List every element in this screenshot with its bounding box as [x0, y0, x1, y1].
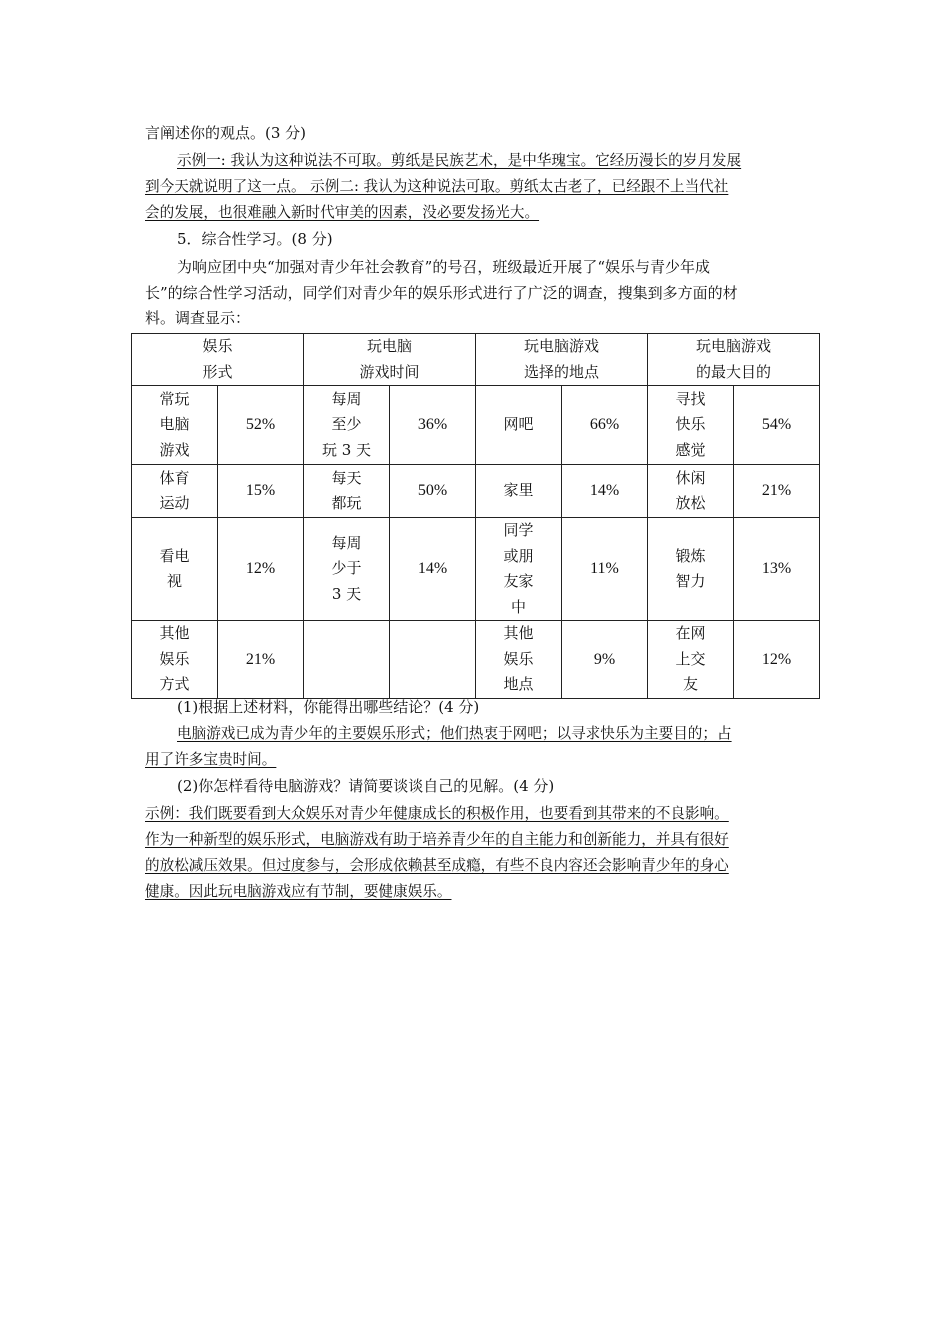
question-5-para-3: 料。调查显示： — [145, 309, 251, 327]
header-gaming-time — [304, 334, 476, 386]
table-row — [132, 518, 820, 621]
table-row — [132, 465, 820, 518]
row-1-time-percent: 36% — [390, 386, 476, 465]
sub-answer-2-line-3: 的放松减压效果。但过度参与，会形成依赖甚至成瘾，有些不良内容还会影响青少年的身心 — [145, 857, 729, 874]
header-line: 游戏时间 — [359, 362, 420, 381]
row-3-time-label — [304, 518, 390, 621]
label-line: 快乐 — [675, 415, 706, 434]
label-line: 方式 — [159, 675, 190, 694]
row-3-purpose-percent: 13% — [734, 518, 820, 621]
row-1-form-percent: 52% — [218, 386, 304, 465]
row-4-purpose-label — [648, 621, 734, 699]
row-2-location-label — [476, 465, 562, 518]
row-4-time-label-empty — [304, 621, 390, 699]
question-5-title: 5．综合性学习。(8 分) — [177, 230, 333, 248]
sub-answer-2-line-1: 示例：我们既要看到大众娱乐对青少年健康成长的积极作用，也要看到其带来的不良影响。 — [145, 805, 729, 822]
label-line: 或朋 — [503, 546, 534, 565]
label-line: 同学 — [503, 521, 534, 539]
label-line: 每周 — [331, 389, 362, 408]
header-gaming-purpose — [648, 334, 820, 386]
row-3-form-percent: 12% — [218, 518, 304, 621]
row-3-purpose-label — [648, 518, 734, 621]
row-3-location-label — [476, 518, 562, 621]
row-1-purpose-percent: 54% — [734, 386, 820, 465]
label-line: 地点 — [503, 675, 534, 694]
header-gaming-location — [476, 334, 648, 386]
answer-4-line-1: 示例一: 我认为这种说法不可取。剪纸是民族艺术，是中华瑰宝。它经历漫长的岁月发展 — [177, 152, 742, 169]
row-2-time-label — [304, 465, 390, 518]
header-entertainment-form — [132, 334, 304, 386]
label-line: 玩 3 天 — [321, 440, 372, 459]
row-2-form-label — [132, 465, 218, 518]
row-4-purpose-percent: 12% — [734, 621, 820, 699]
label-line: 在网 — [675, 624, 706, 643]
label-line: 其他 — [503, 624, 534, 643]
row-4-location-percent: 9% — [562, 621, 648, 699]
row-1-purpose-label — [648, 386, 734, 465]
header-line: 娱乐 — [202, 337, 233, 355]
label-line: 网吧 — [503, 415, 534, 434]
label-line: 家里 — [503, 481, 534, 500]
label-line: 中 — [510, 597, 526, 616]
label-line: 智力 — [675, 572, 706, 590]
label-line: 常玩 — [159, 389, 190, 408]
label-line: 至少 — [331, 415, 362, 434]
header-line: 的最大目的 — [695, 362, 771, 381]
label-line: 其他 — [159, 624, 190, 643]
row-4-form-label — [132, 621, 218, 699]
label-line: 娱乐 — [159, 649, 190, 668]
question-5-para-2: 长”的综合性学习活动，同学们对青少年的娱乐形式进行了广泛的调查，搜集到多方面的材 — [145, 284, 738, 302]
sub-answer-1-line-1: 电脑游戏已成为青少年的主要娱乐形式；他们热衷于网吧；以寻求快乐为主要目的；占 — [177, 725, 732, 742]
sub-question-2: (2)你怎样看待电脑游戏？请简要谈谈自己的见解。(4 分) — [177, 777, 555, 795]
label-line: 寻找 — [675, 389, 706, 408]
label-line: 娱乐 — [503, 649, 534, 668]
label-line: 休闲 — [675, 468, 706, 487]
table-header-row — [132, 334, 820, 386]
row-3-time-percent: 14% — [390, 518, 476, 621]
row-2-location-percent: 14% — [562, 465, 648, 518]
question-tail: 言阐述你的观点。(3 分) — [145, 124, 307, 142]
label-line: 友 — [682, 675, 698, 694]
label-line: 友家 — [503, 572, 534, 590]
row-2-purpose-label — [648, 465, 734, 518]
table-row — [132, 621, 820, 699]
row-1-location-label — [476, 386, 562, 465]
sub-answer-1-line-2: 用了许多宝贵时间。 — [145, 751, 277, 768]
label-line: 放松 — [675, 494, 706, 512]
label-line: 上交 — [675, 649, 706, 668]
label-line: 游戏 — [159, 440, 190, 459]
header-line: 选择的地点 — [523, 362, 599, 381]
row-1-location-percent: 66% — [562, 386, 648, 465]
label-line: 电脑 — [159, 415, 190, 434]
header-line: 形式 — [202, 362, 233, 381]
row-1-form-label — [132, 386, 218, 465]
answer-4-line-2: 到今天就说明了这一点。 示例二: 我认为这种说法可取。剪纸太古老了，已经跟不上当代社 — [145, 178, 729, 195]
row-4-location-label — [476, 621, 562, 699]
label-line: 每天 — [331, 468, 362, 487]
label-line: 感觉 — [675, 440, 706, 459]
label-line: 3 天 — [331, 584, 362, 603]
row-2-form-percent: 15% — [218, 465, 304, 518]
answer-4-line-3: 会的发展，也很难融入新时代审美的因素，没必要发扬光大。 — [145, 204, 540, 221]
sub-answer-2-line-4: 健康。因此玩电脑游戏应有节制，要健康娱乐。 — [145, 883, 452, 900]
header-line: 玩电脑游戏 — [523, 337, 599, 355]
label-line: 都玩 — [331, 494, 362, 512]
header-line: 玩电脑游戏 — [695, 337, 771, 355]
label-line: 锻炼 — [675, 546, 706, 565]
row-4-time-percent-empty — [390, 621, 476, 699]
label-line: 体育 — [159, 468, 190, 487]
header-line: 玩电脑 — [366, 337, 412, 355]
row-2-purpose-percent: 21% — [734, 465, 820, 518]
sub-question-1: (1)根据上述材料，你能得出哪些结论？(4 分) — [177, 698, 480, 716]
row-1-time-label — [304, 386, 390, 465]
survey-table — [131, 333, 820, 699]
sub-answer-2-line-2: 作为一种新型的娱乐形式，电脑游戏有助于培养青少年的自主能力和创新能力，并具有很好 — [145, 831, 729, 848]
question-5-para-1: 为响应团中央“加强对青少年社会教育”的号召，班级最近开展了“娱乐与青少年成 — [177, 258, 711, 276]
label-line: 视 — [166, 572, 182, 590]
row-3-form-label — [132, 518, 218, 621]
label-line: 运动 — [159, 494, 190, 512]
label-line: 每周 — [331, 533, 362, 552]
row-2-time-percent: 50% — [390, 465, 476, 518]
label-line: 看电 — [159, 546, 190, 565]
row-3-location-percent: 11% — [562, 518, 648, 621]
row-4-form-percent: 21% — [218, 621, 304, 699]
label-line: 少于 — [331, 559, 362, 578]
table-row — [132, 386, 820, 465]
